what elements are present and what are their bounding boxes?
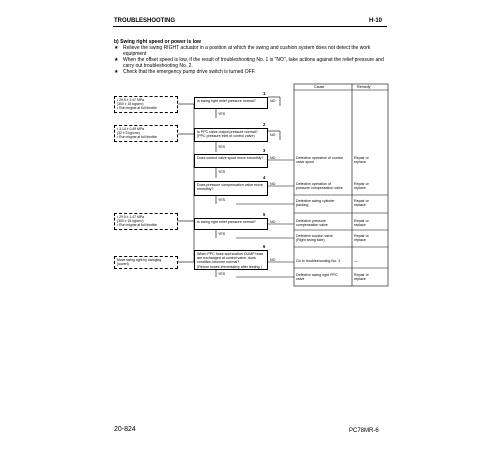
cause-cell: Defective suction valve (Right swing side) <box>296 234 333 243</box>
condition-box: Move swing right by swinging (ouvert) <box>114 256 178 269</box>
step-box-1: Is swing right relief pressure normal? <box>194 97 268 109</box>
section-title: b) Swing right speed or power is low <box>114 39 201 45</box>
model-code: PC78MR-6 <box>349 428 379 434</box>
step-box-3: Does control valve spool move smoothly? <box>194 154 268 168</box>
remedy-cell: — <box>354 259 358 263</box>
yes-label: YES <box>218 198 226 202</box>
step-number: 6 <box>263 244 266 249</box>
cause-cell: Defective swing cylinder packing <box>296 199 335 208</box>
remedy-column-header: Remedy <box>357 85 371 89</box>
remedy-cell: Repair or replace <box>354 156 369 165</box>
yes-label: YES <box>218 112 226 116</box>
no-label: NO <box>270 220 276 224</box>
step-number: 2 <box>263 122 266 127</box>
step-number: 4 <box>263 175 266 180</box>
cause-column-header: Cause <box>314 85 325 89</box>
yes-label: YES <box>218 232 226 236</box>
condition-box: • 29.5 ± 1.47 MPa (300 ± 15 kg/cm²) • Run engine at full throttle <box>114 213 178 230</box>
condition-box: • 29.5 ± 1.47 MPa (300 ± 15 kg/cm²) • Run engine at full throttle <box>114 96 178 113</box>
remedy-cell: Repair or replace <box>354 234 369 243</box>
step-box-5: Is swing right relief pressure normal? <box>194 218 268 230</box>
header-title: TROUBLESHOOTING <box>114 18 175 24</box>
remedy-cell: Repair or replace <box>354 273 369 282</box>
cause-cell: Defective pressure compensation valve <box>296 219 328 228</box>
no-label: NO <box>270 156 276 160</box>
cause-cell: Defective operation of control valve spool <box>296 156 343 165</box>
bullet-item: ★ Check that the emergency pump drive switch is turned OFF. <box>114 69 256 75</box>
yes-label: YES <box>218 145 226 149</box>
no-label: NO <box>270 99 276 103</box>
step-number: 3 <box>263 148 266 153</box>
page-number: 20-824 <box>114 426 136 433</box>
star-icon: ★ <box>114 69 119 75</box>
star-icon: ★ <box>114 45 119 51</box>
cause-cell: Defective swing right PPC valve <box>296 273 338 282</box>
bullet-item: ★ When the offset speed is low, if the result of troubleshooting No. 1 is "NO", take actions against the relief pressure and carry out troubleshooting No. 2. <box>114 57 384 69</box>
step-box-4: Does pressure compensation valve move smoothly? <box>194 181 268 196</box>
star-icon: ★ <box>114 57 119 63</box>
no-label: NO <box>270 133 276 137</box>
yes-label: YES <box>218 170 226 174</box>
no-label: NO <box>270 182 276 186</box>
cause-cell: Defective operation of pressure compensation valve <box>296 182 343 191</box>
cause-cell: Go to troubleshooting No. 3 <box>296 259 340 263</box>
remedy-cell: Repair or replace <box>354 219 369 228</box>
bullet-item: ★ Relieve the swing RIGHT actuator in a position at which the swing and cushion system does not detect the work equipment <box>114 45 371 57</box>
yes-label: YES <box>218 272 226 276</box>
remedy-cell: Repair or replace <box>354 182 369 191</box>
no-label: NO <box>270 258 276 262</box>
step-box-6: When PPC hose and suction DUMP hose are exchanged at control valve, does condition become normal? (Return hoses immediately after testing.) <box>194 250 268 270</box>
step-box-2: Is PPC valve output pressure normal? (PPC pressure inlet of control valve) <box>194 128 268 142</box>
page-code: H-10 <box>369 18 383 24</box>
condition-box: • 3.14 ± 0.49 MPa (32 ± 5 kg/cm²) • Run engine at full throttle <box>114 125 178 142</box>
step-number: 5 <box>263 212 266 217</box>
remedy-cell: Repair or replace <box>354 199 369 208</box>
step-number: 1 <box>263 91 266 96</box>
